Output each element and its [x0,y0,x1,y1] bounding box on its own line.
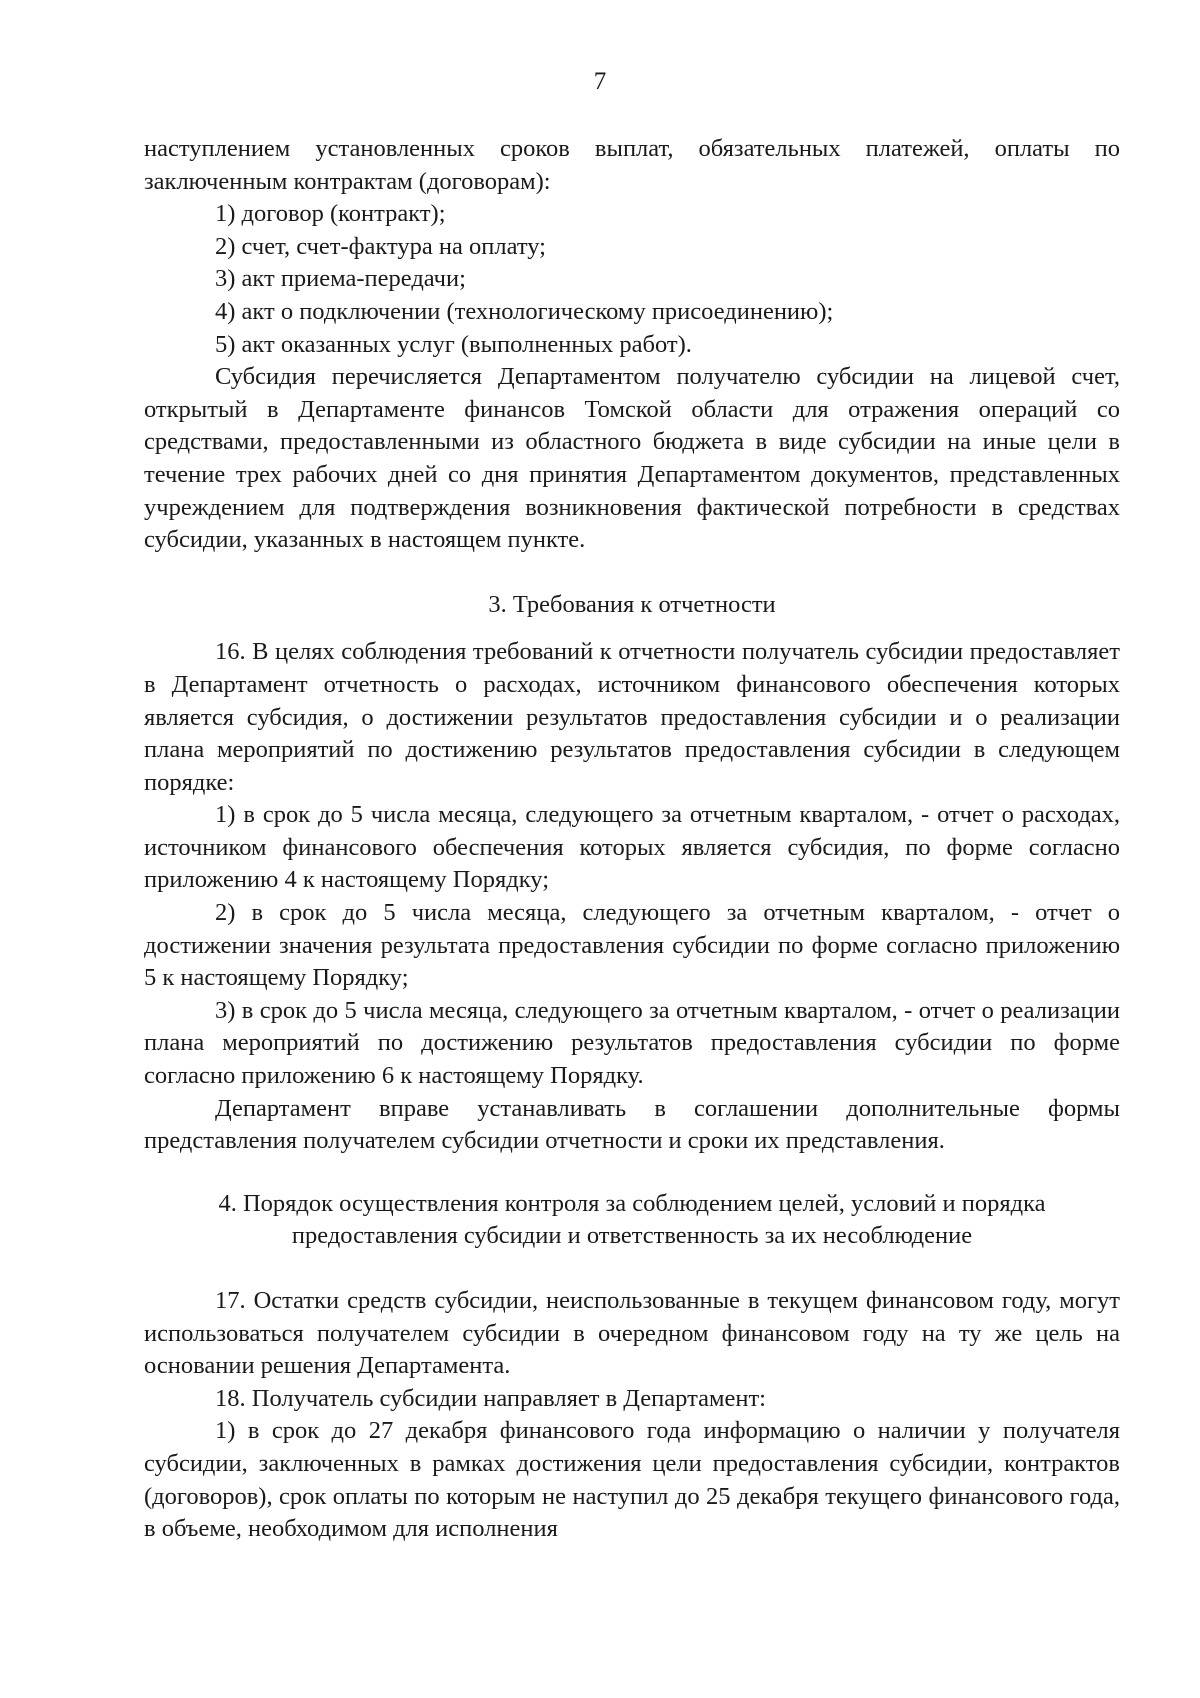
list-item: 5) акт оказанных услуг (выполненных работ). [215,330,692,358]
paragraph: 18. Получатель субсидии направляет в Департамент: [215,1384,766,1412]
paragraph-continuation: наступлением установленных сроков выплат, обязательных платежей, оплаты по заключенным контрактам (договорам): [144,135,1120,195]
list-item: 2) счет, счет-фактура на оплату; [215,232,546,260]
paragraph: 16. В целях соблюдения требований к отчетности получатель субсидии предоставляет в Департамент отчетность о расходах, источником финансового обеспечения которых является субсидия, о достижении результатов предоставления субсидии и о реализации плана мероприятий по достижению результатов предоставления субсидии в следующем порядке: [144,638,1120,796]
list-item: 4) акт о подключении (технологическому присоединению); [215,297,834,325]
section-heading: 3. Требования к отчетности [488,590,776,618]
list-item: 3) акт приема-передачи; [215,265,466,293]
section-heading-line: 4. Порядок осуществления контроля за соблюдением целей, условий и порядка [218,1189,1046,1217]
document-body [144,133,1120,1546]
page-number: 7 [593,68,607,95]
list-item: 1) в срок до 5 числа месяца, следующего за отчетным кварталом, - отчет о расходах, источником финансового обеспечения которых является субсидия, по форме согласно приложению 4 к настоящему Порядку; [144,801,1120,894]
list-item: 1) договор (контракт); [215,200,446,228]
paragraph: Субсидия перечисляется Департаментом получателю субсидии на лицевой счет, открытый в Департаменте финансов Томской области для отражения операций со средствами, предоставленными из областного бюджета в виде субсидии на иные цели в течение трех рабочих дней со дня принятия Департаментом документов, представленных учреждением для подтверждения возникновения фактической потребности в средствах субсидии, указанных в настоящем пункте. [144,363,1120,554]
section-heading [144,1188,1120,1253]
list-item: 3) в срок до 5 числа месяца, следующего за отчетным кварталом, - отчет о реализации плана мероприятий по достижению результатов предоставления субсидии по форме согласно приложению 6 к настоящему Порядку. [144,996,1120,1090]
section-heading-line: предоставления субсидии и ответственность за их несоблюдение [291,1222,973,1250]
list-item: 2) в срок до 5 числа месяца, следующего за отчетным кварталом, - отчет о достижении значения результата предоставления субсидии по форме согласно приложению 5 к настоящему Порядку; [144,899,1120,992]
paragraph: 17. Остатки средств субсидии, неиспользованные в текущем финансовом году, могут использоваться получателем субсидии в очередном финансовом году на ту же цель на основании решения Департамента. [144,1287,1120,1380]
list-item: 1) в срок до 27 декабря финансового года информацию о наличии у получателя субсидии, заключенных в рамках достижения цели предоставления субсидии, контрактов (договоров), срок оплаты по которым не наступил до 25 декабря текущего финансового года, в объеме, необходимом для исполнения [144,1417,1120,1543]
paragraph: Департамент вправе устанавливать в соглашении дополнительные формы представления получателем субсидии отчетности и сроки их представления. [144,1094,1120,1155]
